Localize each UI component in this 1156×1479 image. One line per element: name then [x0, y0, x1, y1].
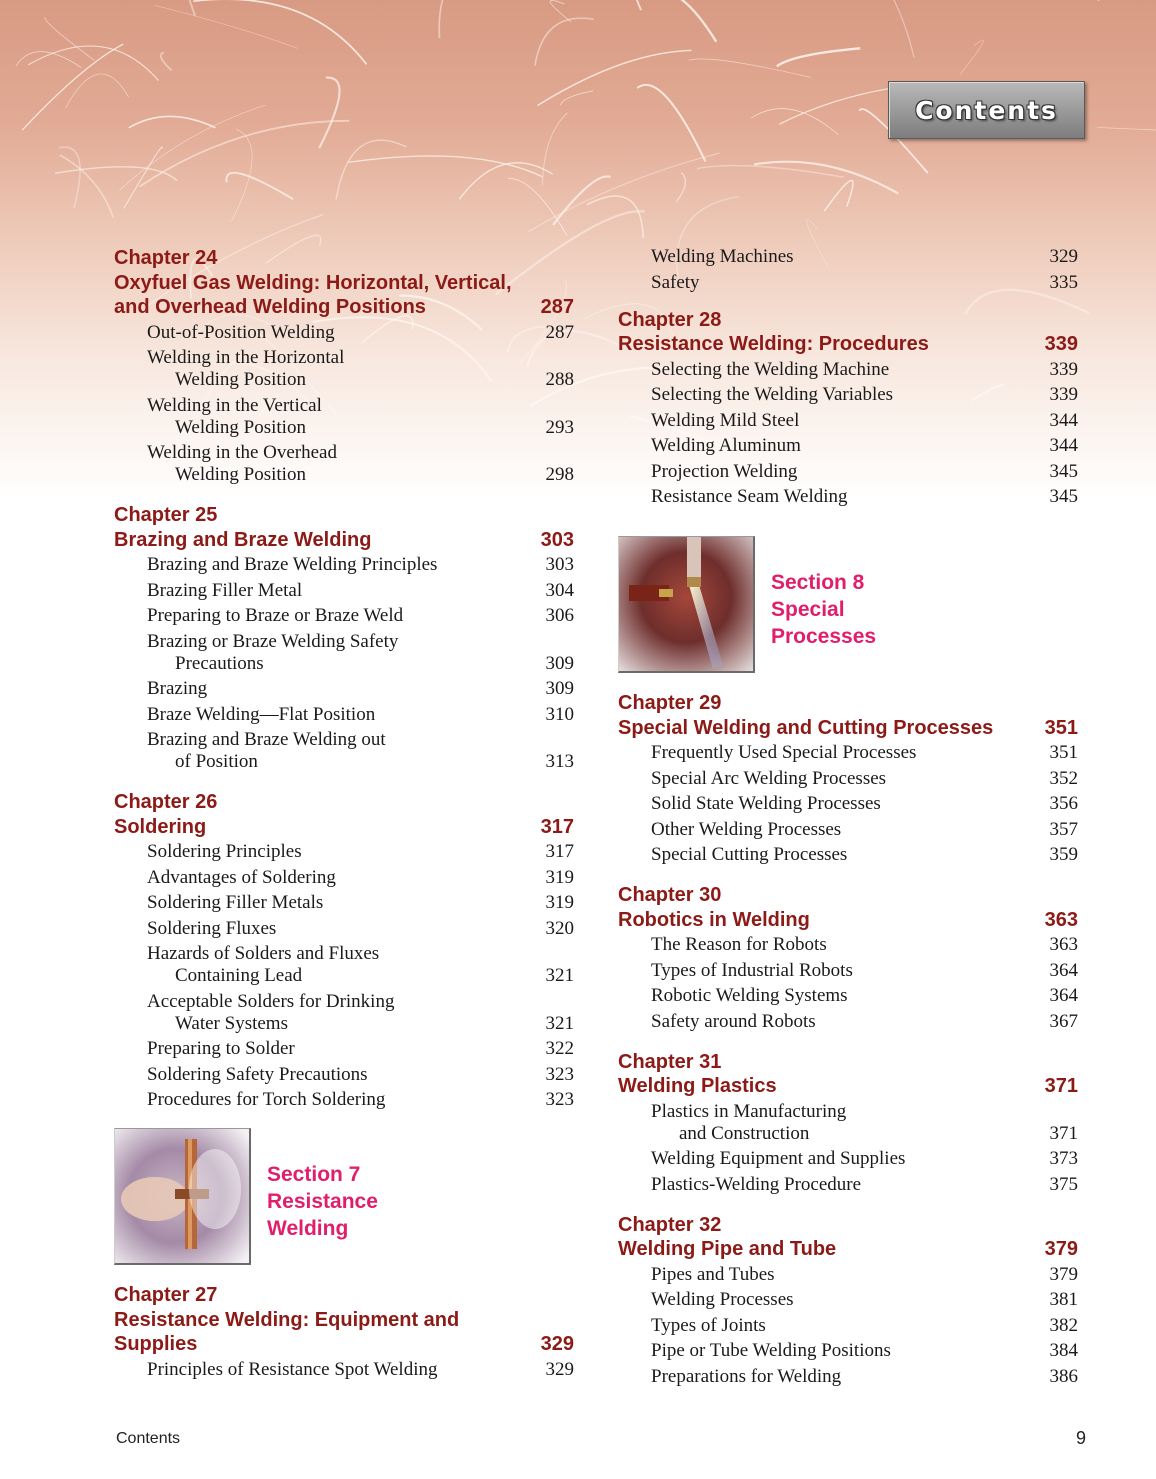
toc-entry — [114, 1064, 574, 1086]
toc-entry-title-line: Acceptable Solders for Drinking — [147, 990, 395, 1012]
toc-entry-title-line: Frequently Used Special Processes — [651, 742, 917, 763]
toc-entry-page: 298 — [545, 464, 574, 485]
toc-entry-page: 309 — [545, 652, 574, 674]
toc-entry — [114, 1359, 574, 1381]
toc-entry-title-line: Brazing — [147, 678, 208, 699]
chapter-page: 329 — [540, 1333, 574, 1355]
toc-entry — [618, 742, 1078, 764]
toc-entry-title-line: Other Welding Processes — [651, 818, 842, 840]
section-7-title-line1: Resistance — [267, 1190, 378, 1213]
spark-streak — [754, 162, 898, 194]
section-8-title-line1: Special — [771, 598, 845, 621]
toc-entry-page: 310 — [545, 703, 574, 725]
toc-entry-page: 303 — [545, 554, 574, 575]
spark-streak — [349, 156, 543, 177]
toc-entry-page: 288 — [545, 369, 574, 390]
toc-entry-title-line: Safety around Robots — [651, 1010, 816, 1032]
toc-entry-title — [651, 1315, 766, 1337]
toc-entry-page: 319 — [545, 892, 574, 913]
toc-entry-title — [651, 1264, 775, 1286]
chapter-page: 351 — [1044, 716, 1078, 739]
toc-entry-title-continuation: Welding Position — [175, 369, 306, 390]
chapter-title: Oxyfuel Gas Welding: Horizontal, Vertical, and Overhead Welding Positions — [114, 271, 512, 318]
spark-streak — [537, 50, 691, 105]
spark-streak — [319, 78, 339, 149]
chapter-entries — [114, 841, 574, 1111]
toc-entry — [618, 1315, 1078, 1337]
toc-entry — [618, 768, 1078, 790]
toc-entry-title — [147, 395, 322, 439]
toc-entry — [618, 1148, 1078, 1170]
toc-entry-title — [651, 410, 799, 432]
toc-entry-title-line: Plastics in Manufacturing — [651, 1100, 847, 1122]
toc-entry-title — [651, 768, 886, 790]
chapter-label: Chapter 30 — [618, 884, 722, 906]
toc-entry-title — [147, 678, 207, 700]
toc-entry-title — [651, 1011, 816, 1033]
toc-entry-page: 357 — [1049, 818, 1078, 840]
toc-entry — [618, 985, 1078, 1007]
toc-entry-title-line: Procedures for Torch Soldering — [147, 1089, 386, 1110]
toc-entry-title — [147, 943, 379, 987]
toc-entry-title-continuation: Precautions — [175, 652, 264, 674]
toc-entry — [618, 819, 1078, 841]
toc-entry-title-continuation: Welding Position — [175, 416, 306, 438]
toc-entry-title-line: Soldering Fluxes — [147, 917, 277, 939]
toc-entry-page: 321 — [545, 965, 574, 986]
chapter-title: Welding Pipe and Tube — [618, 1238, 837, 1260]
toc-entry-title-line: Brazing and Braze Welding Principles — [147, 554, 438, 575]
toc-entry-page: 345 — [1049, 486, 1078, 507]
toc-entry-title-continuation: Welding Position — [175, 464, 306, 485]
chapter-block — [618, 1050, 1078, 1196]
toc-entry-title-line: Welding Equipment and Supplies — [651, 1148, 906, 1169]
toc-entry-title — [651, 1289, 794, 1311]
spark-streak — [676, 173, 685, 202]
toc-entry — [114, 867, 574, 889]
toc-entry-title — [147, 892, 323, 914]
toc-entry-title — [651, 272, 700, 294]
toc-entry-title — [147, 729, 386, 773]
toc-entry — [618, 793, 1078, 815]
toc-entry-title-continuation: Water Systems — [175, 1012, 288, 1034]
toc-entry-title — [147, 918, 276, 940]
chapter-entries — [618, 934, 1078, 1033]
section-7-image — [114, 1128, 251, 1265]
chapter-label: Chapter 29 — [618, 692, 722, 714]
spark-streak — [560, 91, 593, 105]
toc-entry-title-line: Brazing Filler Metal — [147, 579, 303, 601]
chapter-block — [114, 790, 574, 1111]
chapter-title-row — [114, 271, 574, 320]
toc-entry — [618, 934, 1078, 956]
toc-entry-title-line: Welding in the Overhead — [147, 442, 337, 463]
spark-streak — [60, 155, 113, 217]
toc-entry-title — [147, 605, 403, 627]
chapter-page: 303 — [540, 528, 574, 551]
toc-entry — [618, 410, 1078, 432]
spark-streak — [22, 44, 123, 130]
toc-entry — [618, 1340, 1078, 1362]
toc-entry — [618, 1289, 1078, 1311]
toc-entry — [618, 1366, 1078, 1388]
toc-entry-page: 345 — [1049, 460, 1078, 482]
chapter-title: Brazing and Braze Welding — [114, 528, 372, 551]
toc-entry-title-line: Soldering Filler Metals — [147, 892, 324, 913]
toc-entry-title-continuation: of Position — [175, 751, 258, 772]
section-8-image — [618, 536, 755, 673]
toc-entry-title-line: Advantages of Soldering — [147, 866, 336, 888]
spark-streak — [1098, 0, 1114, 1]
spark-streak — [553, 176, 611, 224]
toc-entry — [114, 1089, 574, 1111]
toc-entry-title — [147, 704, 375, 726]
chapter-page: 379 — [1044, 1238, 1078, 1260]
toc-entry-title — [147, 1038, 295, 1060]
spark-streak — [231, 129, 252, 222]
spark-streak — [550, 0, 571, 21]
toc-entry-title-line: Robotic Welding Systems — [651, 985, 848, 1006]
contents-tab — [888, 81, 1085, 139]
chapter-title-row — [618, 1237, 1078, 1262]
toc-entry-page: 352 — [1049, 767, 1078, 789]
toc-entry-title — [651, 1148, 905, 1170]
toc-entry-title-line: Brazing and Braze Welding out — [147, 729, 386, 750]
toc-entry-page: 363 — [1049, 934, 1078, 955]
toc-entry-page: 339 — [1049, 358, 1078, 380]
toc-entry-page: 335 — [1049, 271, 1078, 293]
section-7-block — [114, 1128, 574, 1265]
toc-entry-page: 364 — [1049, 985, 1078, 1006]
toc-entry — [618, 461, 1078, 483]
toc-entry-title-line: Pipe or Tube Welding Positions — [651, 1340, 891, 1361]
toc-entry-page: 304 — [545, 579, 574, 601]
toc-entry — [114, 554, 574, 576]
toc-entry-title — [147, 1359, 437, 1381]
spark-streak — [16, 52, 82, 68]
toc-entry — [618, 272, 1078, 294]
chapter-page: 287 — [540, 296, 574, 318]
right-column — [618, 246, 1078, 1405]
spark-streak — [633, 0, 648, 10]
toc-entry-page: 320 — [545, 917, 574, 939]
toc-entry-page: 384 — [1049, 1340, 1078, 1361]
chapter-entries — [618, 1101, 1078, 1196]
toc-entry-title — [651, 742, 916, 764]
toc-entry-page: 367 — [1049, 1010, 1078, 1032]
toc-entry-title — [651, 844, 847, 866]
spark-streak — [697, 166, 844, 178]
toc-entry-page: 309 — [545, 678, 574, 699]
spark-streak — [226, 173, 293, 199]
toc-entry-title-line: Welding Processes — [651, 1289, 794, 1310]
chapter-title-row — [114, 528, 574, 553]
toc-entry-page: 287 — [545, 321, 574, 343]
chapter-block — [114, 1283, 574, 1381]
chapter-title-row — [618, 716, 1078, 741]
toc-entry-title-line: Preparations for Welding — [651, 1365, 842, 1387]
toc-entry — [618, 1011, 1078, 1033]
toc-entry-page: 323 — [545, 1089, 574, 1110]
toc-entry-page: 371 — [1049, 1122, 1078, 1144]
section-7-title-line2: Welding — [267, 1217, 349, 1240]
spark-streak — [637, 85, 705, 162]
toc-entry-title-line: Brazing or Braze Welding Safety — [147, 630, 399, 652]
toc-entry-page: 329 — [545, 1358, 574, 1380]
chapter-title-row — [618, 908, 1078, 933]
spark-streak — [777, 48, 860, 66]
spark-streak — [439, 0, 510, 38]
toc-entry-title — [651, 246, 794, 268]
toc-entry-page: 319 — [545, 866, 574, 888]
toc-entry-page: 364 — [1049, 959, 1078, 981]
toc-entry-title-line: Solid State Welding Processes — [651, 793, 881, 814]
toc-entry-title — [651, 1174, 861, 1196]
section-8-block — [618, 536, 1078, 673]
toc-entry — [114, 991, 574, 1035]
chapter-block — [114, 503, 574, 773]
chapter-block — [618, 1213, 1078, 1388]
section-8-number: Section 8 — [771, 571, 865, 594]
spark-streak — [960, 40, 984, 75]
toc-entry — [114, 678, 574, 700]
spark-streak — [119, 105, 265, 190]
spark-streak — [689, 59, 811, 77]
toc-entry — [618, 384, 1078, 406]
chapter-block — [114, 246, 574, 486]
toc-entry — [114, 841, 574, 863]
toc-entry-title-line: Braze Welding—Flat Position — [147, 703, 376, 725]
spark-streak — [824, 180, 853, 211]
chapter-title: Resistance Welding: Equipment and Supplies — [114, 1308, 460, 1355]
chapter-page: 317 — [540, 815, 574, 838]
toc-entry-title — [651, 1101, 846, 1145]
toc-entry-page: 317 — [545, 841, 574, 862]
toc-entry-title — [651, 1366, 841, 1388]
toc-entry-page: 322 — [545, 1038, 574, 1059]
chapter-title-row — [114, 1308, 574, 1357]
toc-entry — [114, 918, 574, 940]
toc-entry-page: 306 — [545, 605, 574, 626]
toc-entry-title — [147, 322, 335, 344]
spark-streak — [751, 109, 838, 135]
toc-entry — [114, 580, 574, 602]
toc-entry — [114, 892, 574, 914]
toc-entry-page: 351 — [1049, 742, 1078, 763]
toc-entry-title — [147, 841, 302, 863]
toc-entry — [114, 395, 574, 439]
toc-entry — [114, 729, 574, 773]
toc-entry — [114, 605, 574, 627]
toc-entry — [618, 1101, 1078, 1145]
spark-streak — [129, 116, 216, 127]
chapter-label: Chapter 31 — [618, 1050, 722, 1073]
toc-entry-page: 321 — [545, 1012, 574, 1034]
toc-entry-title — [651, 486, 848, 508]
chapter-entries — [618, 742, 1078, 866]
toc-entry-title — [147, 442, 337, 486]
toc-entry-title-line: Resistance Seam Welding — [651, 486, 848, 507]
toc-entry-title — [147, 347, 344, 391]
spark-streak — [459, 163, 552, 199]
chapter-entries — [114, 1359, 574, 1381]
chapter-block — [618, 308, 1078, 509]
toc-entry-title — [147, 867, 336, 889]
footer-label: Contents — [116, 1430, 181, 1447]
toc-entry-page: 379 — [1049, 1263, 1078, 1285]
toc-entry-title-line: Welding Mild Steel — [651, 409, 800, 431]
spark-streak — [1097, 128, 1156, 139]
toc-entry-title — [147, 554, 437, 576]
toc-entry-page: 356 — [1049, 793, 1078, 814]
toc-entry-title — [651, 1340, 891, 1362]
contents-tab-label: Contents — [915, 95, 1058, 125]
toc-entry-title-line: Safety — [651, 271, 700, 293]
toc-entry-title — [147, 991, 394, 1035]
toc-entry-page: 386 — [1049, 1365, 1078, 1387]
toc-entry-title-line: Soldering Safety Precautions — [147, 1063, 368, 1085]
toc-entry-title-line: Types of Joints — [651, 1314, 766, 1336]
toc-entry-title-line: Plastics-Welding Procedure — [651, 1173, 862, 1195]
toc-entry-title-line: Selecting the Welding Variables — [651, 384, 894, 405]
chapter-title-row — [618, 332, 1078, 357]
chapter-entries — [114, 554, 574, 773]
chapter-label: Chapter 28 — [618, 308, 722, 331]
toc-entry-title — [651, 359, 889, 381]
spark-streak — [124, 147, 162, 209]
toc-entry-title-line: Selecting the Welding Machine — [651, 358, 890, 380]
chapter-block — [618, 883, 1078, 1033]
toc-entry-title-line: Preparing to Solder — [147, 1038, 295, 1059]
toc-entry-page: 323 — [545, 1063, 574, 1085]
chapter-entries — [114, 322, 574, 487]
chapter-entries — [618, 359, 1078, 509]
toc-entry-title — [651, 934, 827, 956]
toc-entry-title — [651, 384, 893, 406]
toc-entry — [114, 322, 574, 344]
toc-entry-title — [147, 1064, 368, 1086]
toc-entry — [114, 1038, 574, 1060]
toc-entry-page: 344 — [1049, 435, 1078, 456]
toc-entry-title-line: Hazards of Solders and Fluxes — [147, 943, 380, 964]
toc-entry-title-continuation: Containing Lead — [175, 965, 303, 986]
chapter-block — [618, 691, 1078, 866]
spark-streak — [871, 0, 914, 57]
toc-entry-title — [651, 461, 797, 483]
toc-entry-title-line: Pipes and Tubes — [651, 1263, 775, 1285]
toc-entry — [618, 1264, 1078, 1286]
spark-streak — [161, 52, 172, 70]
toc-entry-title-line: Out-of-Position Welding — [147, 321, 335, 343]
toc-entry-title — [651, 985, 848, 1007]
toc-entry-page: 313 — [545, 751, 574, 772]
chapter-label: Chapter 27 — [114, 1284, 218, 1306]
toc-entry-title — [651, 793, 881, 815]
toc-entry-title-line: Preparing to Braze or Braze Weld — [147, 605, 404, 626]
toc-entry-title — [651, 435, 801, 457]
toc-entry-title-continuation: and Construction — [679, 1122, 810, 1144]
spark-streak — [649, 0, 717, 42]
spark-streak — [535, 18, 594, 66]
toc-entry — [618, 246, 1078, 268]
toc-entry — [618, 960, 1078, 982]
toc-entry — [114, 943, 574, 987]
toc-entry-page: 381 — [1049, 1289, 1078, 1310]
toc-entry-page: 382 — [1049, 1314, 1078, 1336]
toc-entry-title — [147, 580, 302, 602]
spark-streak — [336, 140, 407, 199]
toc-entry — [618, 359, 1078, 381]
chapter-title-row — [618, 1074, 1078, 1099]
toc-entry — [114, 347, 574, 391]
toc-entry-page: 339 — [1049, 384, 1078, 405]
section-7-number: Section 7 — [267, 1163, 361, 1186]
chapter-page: 339 — [1044, 333, 1078, 355]
toc-entry-page: 373 — [1049, 1148, 1078, 1169]
page-number: 9 — [1075, 1428, 1086, 1448]
left-column — [114, 246, 574, 1398]
chapter-title: Soldering — [114, 815, 207, 838]
toc-entry — [618, 435, 1078, 457]
chapter-label: Chapter 25 — [114, 504, 218, 526]
chapter-title: Robotics in Welding — [618, 908, 810, 931]
toc-entry-title-line: Projection Welding — [651, 460, 798, 482]
spark-streak — [542, 113, 567, 185]
toc-entry-title-line: Types of Industrial Robots — [651, 959, 853, 981]
chapter-label: Chapter 24 — [114, 247, 218, 269]
toc-entry-title — [147, 631, 398, 675]
chapter-label: Chapter 26 — [114, 791, 218, 813]
toc-entry-title-line: Welding in the Vertical — [147, 394, 322, 416]
toc-entry-page: 329 — [1049, 246, 1078, 267]
toc-entry — [114, 442, 574, 486]
toc-entry-title-line: Welding in the Horizontal — [147, 347, 345, 368]
toc-entry-title-line: Soldering Principles — [147, 841, 302, 862]
toc-entry-title — [147, 1089, 385, 1111]
toc-entry-title-line: Welding Machines — [651, 246, 794, 267]
spark-streak — [155, 5, 298, 48]
toc-entry-title — [651, 960, 853, 982]
toc-entry-page: 344 — [1049, 409, 1078, 431]
chapter-title: Special Welding and Cutting Processes — [618, 716, 994, 739]
chapter-label: Chapter 32 — [618, 1213, 722, 1236]
toc-entry-title-line: Welding Aluminum — [651, 435, 801, 456]
chapter-page: 363 — [1044, 908, 1078, 931]
toc-entry — [618, 486, 1078, 508]
chapter-page: 371 — [1044, 1075, 1078, 1097]
section-8-title-line2: Processes — [771, 625, 877, 648]
toc-entry-title-line: Special Arc Welding Processes — [651, 767, 887, 789]
spark-streak — [193, 0, 366, 64]
chapter-title: Resistance Welding: Procedures — [618, 333, 929, 355]
toc-entry-page: 359 — [1049, 844, 1078, 865]
toc-entry — [618, 1174, 1078, 1196]
toc-entry-page: 293 — [545, 416, 574, 438]
chapter-entries — [618, 1264, 1078, 1388]
toc-entry — [618, 844, 1078, 866]
toc-entry-title — [651, 819, 841, 841]
toc-entry-page: 375 — [1049, 1173, 1078, 1195]
toc-entry-title-line: Special Cutting Processes — [651, 844, 848, 865]
toc-entry-title-line: Principles of Resistance Spot Welding — [147, 1358, 438, 1380]
toc-entry — [114, 704, 574, 726]
chapter-title-row — [114, 815, 574, 840]
chapter-title: Welding Plastics — [618, 1075, 777, 1097]
toc-entry — [114, 631, 574, 675]
toc-entry-title-line: The Reason for Robots — [651, 934, 827, 955]
